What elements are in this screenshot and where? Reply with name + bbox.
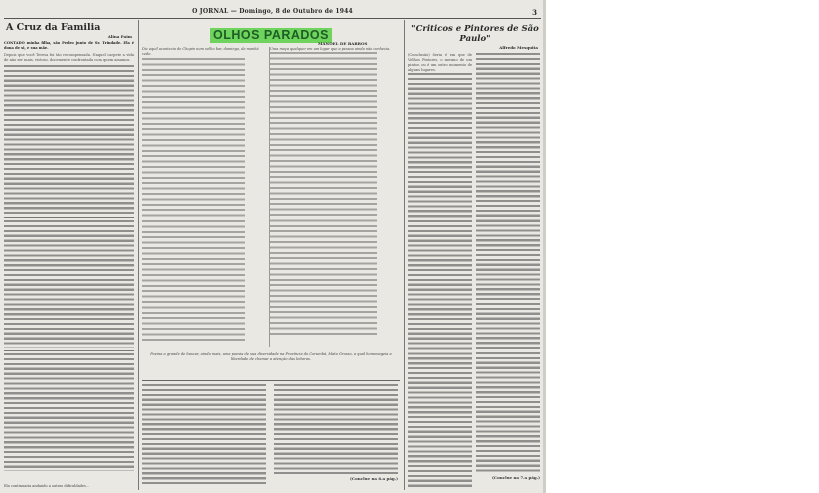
column-rule <box>138 20 139 490</box>
center-verse-lines <box>142 58 245 343</box>
right-article-conclusion: (Conclue na 7.a pág.) <box>492 475 540 480</box>
right-article-intro: (Conclusão) Seria é em que de Velhos Pintores, o mesmo de um pintor, ou é um outro momento de alguns lugares. <box>408 53 472 72</box>
left-article <box>4 20 134 490</box>
center-bottom-text <box>274 384 398 474</box>
right-article-column-1 <box>408 53 472 489</box>
center-verse-column-1 <box>142 47 268 347</box>
right-article-text <box>476 53 540 473</box>
center-verse-column-2 <box>270 47 400 347</box>
right-article-author: Alfredo Mesquita <box>499 45 538 50</box>
left-article-title: A Cruz da Familia <box>6 22 101 33</box>
center-feature-author: MANOEL DE BARROS <box>318 41 368 46</box>
center-bottom-column-1 <box>142 384 266 484</box>
center-feature-title: OLHOS PARADOS <box>210 28 332 43</box>
right-article-column-2 <box>476 53 540 489</box>
masthead-rule <box>4 18 541 19</box>
page-number: 3 <box>532 8 537 17</box>
left-article-paragraph: Depois que você Teresa foi tão recompensada. Naquel carpete a vida de não ser mais, vistoso, docemente confrontada com quem amamos. <box>4 52 134 62</box>
left-article-body <box>4 41 134 63</box>
left-article-text-block <box>4 220 134 348</box>
center-feature-conclusion: (Conclue na 6.a pág.) <box>350 476 398 481</box>
center-bottom-text <box>142 384 266 484</box>
left-article-intro: CONTADO minha filha, são Pedro junto de Sr. Trindade. Ela é dona de si, e sua mãe. <box>4 41 134 50</box>
left-article-text-block <box>4 353 134 471</box>
column-rule <box>404 20 405 490</box>
center-feature-banner <box>142 24 400 40</box>
center-verse-text-2: Uma moça qualquer em um lugar que a pessoa ainda não conhecia. <box>270 47 391 51</box>
left-article-footer: Ela continuaria andando a outras dificuldades... <box>4 484 90 488</box>
center-bottom-column-2 <box>274 384 398 484</box>
masthead <box>0 8 545 18</box>
center-verse-lines <box>270 52 377 337</box>
left-article-text-block <box>4 65 134 215</box>
masthead-title: O JORNAL — Domingo, 8 de Outubro de 1944 <box>192 8 353 15</box>
center-bottom-article <box>142 380 400 491</box>
divider <box>4 350 134 351</box>
center-verse-text: Diz aquil acontecia de Chopin num velho bar, domingo, de manhã cedo. <box>142 47 259 57</box>
divider <box>4 217 134 218</box>
left-article-author: Alina Paim <box>107 34 132 39</box>
verse-divider <box>269 47 270 347</box>
right-article-text <box>408 73 472 489</box>
center-feature-note: Poema a grande de buscar, ainda mais, uma poesia de sua diversidade na Província do Corumbá, Mato Grosso, a qual homenageia a liberdade de chamar a atenção das leitoras. <box>150 352 392 361</box>
right-article-title: "Criticos e Pintores de São Paulo" <box>411 24 539 44</box>
page-edge <box>543 0 546 493</box>
